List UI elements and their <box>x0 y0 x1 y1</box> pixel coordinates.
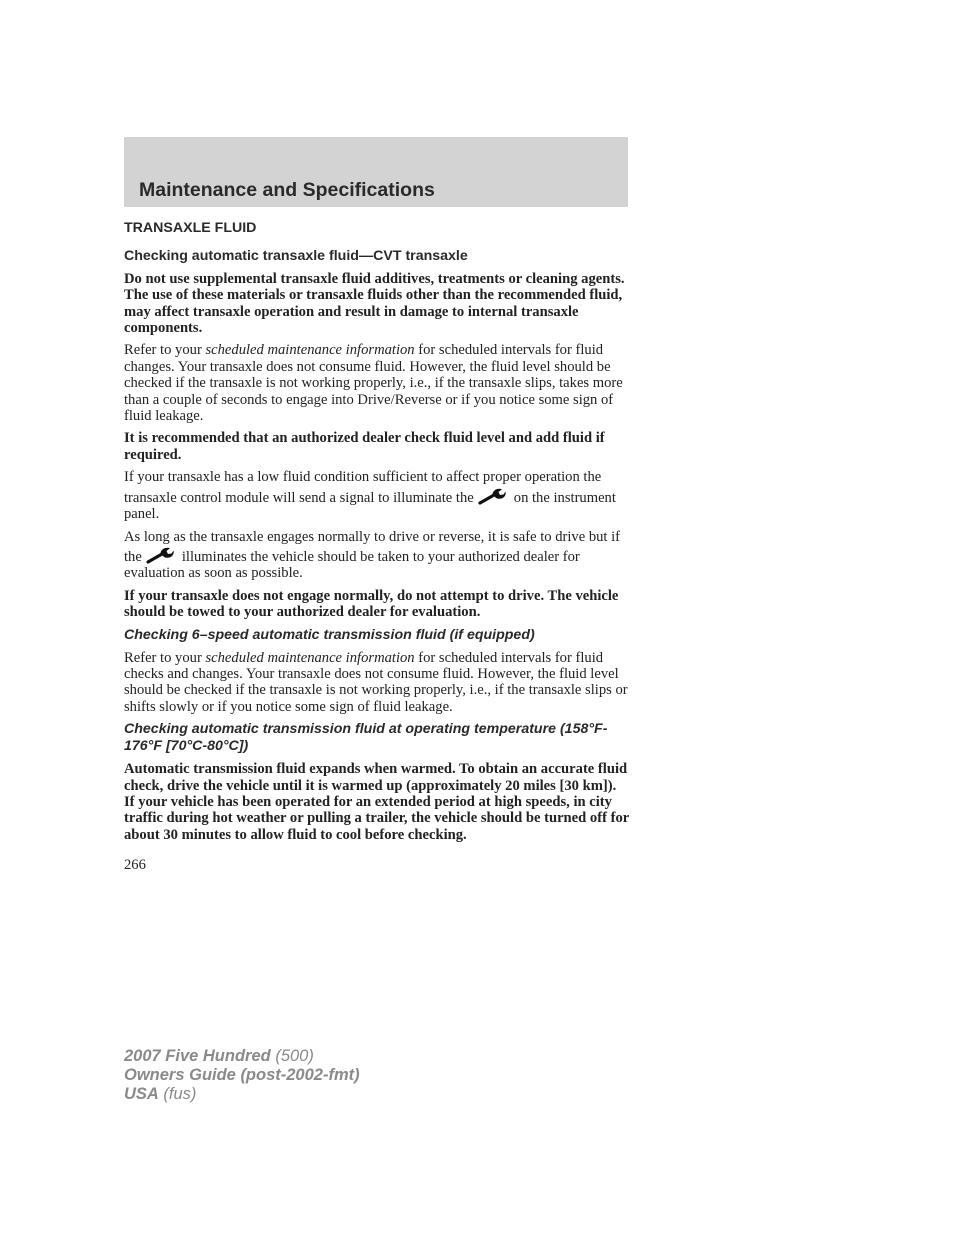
wrench-icon <box>146 545 176 565</box>
content <box>124 220 630 874</box>
six-speed-paragraph: Refer to your scheduled maintenance information for scheduled intervals for fluid checks and changes. Your transaxle does not consume fluid. However, the fluid level should be checked if the transaxle is not working properly, i.e., if the transaxle slips or shifts slowly or if you notice some sign of fluid leakage. <box>124 649 628 715</box>
scheduled-maintenance-ref: scheduled maintenance information <box>205 342 415 359</box>
cvt-paragraph: Refer to your scheduled maintenance information for scheduled intervals for fluid changes. Your transaxle does not consume fluid. However, the fluid level should be checked if the transaxle is not working properly, i.e., if the transaxle slips, takes more than a couple of seconds to engage into Drive/Reverse or if you notice some sign of fluid leakage. <box>124 342 623 425</box>
safe-to-drive-paragraph: As long as the transaxle engages normally to drive or reverse, it is safe to drive but if the illuminates the vehicle should be taken to your authorized dealer for evaluation as soon as possible. <box>124 528 621 582</box>
footer <box>124 1047 360 1104</box>
page-number: 266 <box>124 857 146 874</box>
operating-temp-subheading: Checking automatic transmission fluid at operating temperature (158°F-176°F [70°C-80°C]) <box>124 721 608 755</box>
warm-fluid-paragraph: Automatic transmission fluid expands when warmed. To obtain an accurate fluid check, drive the vehicle until it is warmed up (approximately 20 miles [30 km]). If your vehicle has been operated for an extended period at high speeds, in city traffic during hot weather or pulling a trailer, the vehicle should be turned off for about 30 minutes to allow fluid to cool before checking. <box>124 761 629 843</box>
low-fluid-paragraph: If your transaxle has a low fluid condition sufficient to affect proper operation the transaxle control module will send a signal to illuminate the on the instrument panel. <box>124 469 616 523</box>
wrench-icon <box>478 486 508 506</box>
six-speed-subheading: Checking 6–speed automatic transmission fluid (if equipped) <box>124 626 535 643</box>
scheduled-maintenance-ref: scheduled maintenance information <box>205 649 415 666</box>
cvt-subheading: Checking automatic transaxle fluid—CVT transaxle <box>124 248 468 265</box>
section-title: TRANSAXLE FLUID <box>124 220 257 236</box>
footer-line-1: 2007 Five Hundred (500) <box>124 1047 314 1065</box>
header-band <box>124 137 628 207</box>
footer-line-3: USA (fus) <box>124 1085 197 1103</box>
page-title: Maintenance and Specifications <box>139 179 435 201</box>
additives-warning: Do not use supplemental transaxle fluid additives, treatments or cleaning agents. The use of these materials or transaxle fluids other than the recommended fluid, may affect transaxle operation and result in damage to internal transaxle components. <box>124 270 625 337</box>
footer-line-2: Owners Guide (post-2002-fmt) <box>124 1066 360 1084</box>
tow-warning: If your transaxle does not engage normally, do not attempt to drive. The vehicle should be towed to your authorized dealer for evaluation. <box>124 587 619 621</box>
dealer-recommendation: It is recommended that an authorized dealer check fluid level and add fluid if required. <box>124 430 605 463</box>
